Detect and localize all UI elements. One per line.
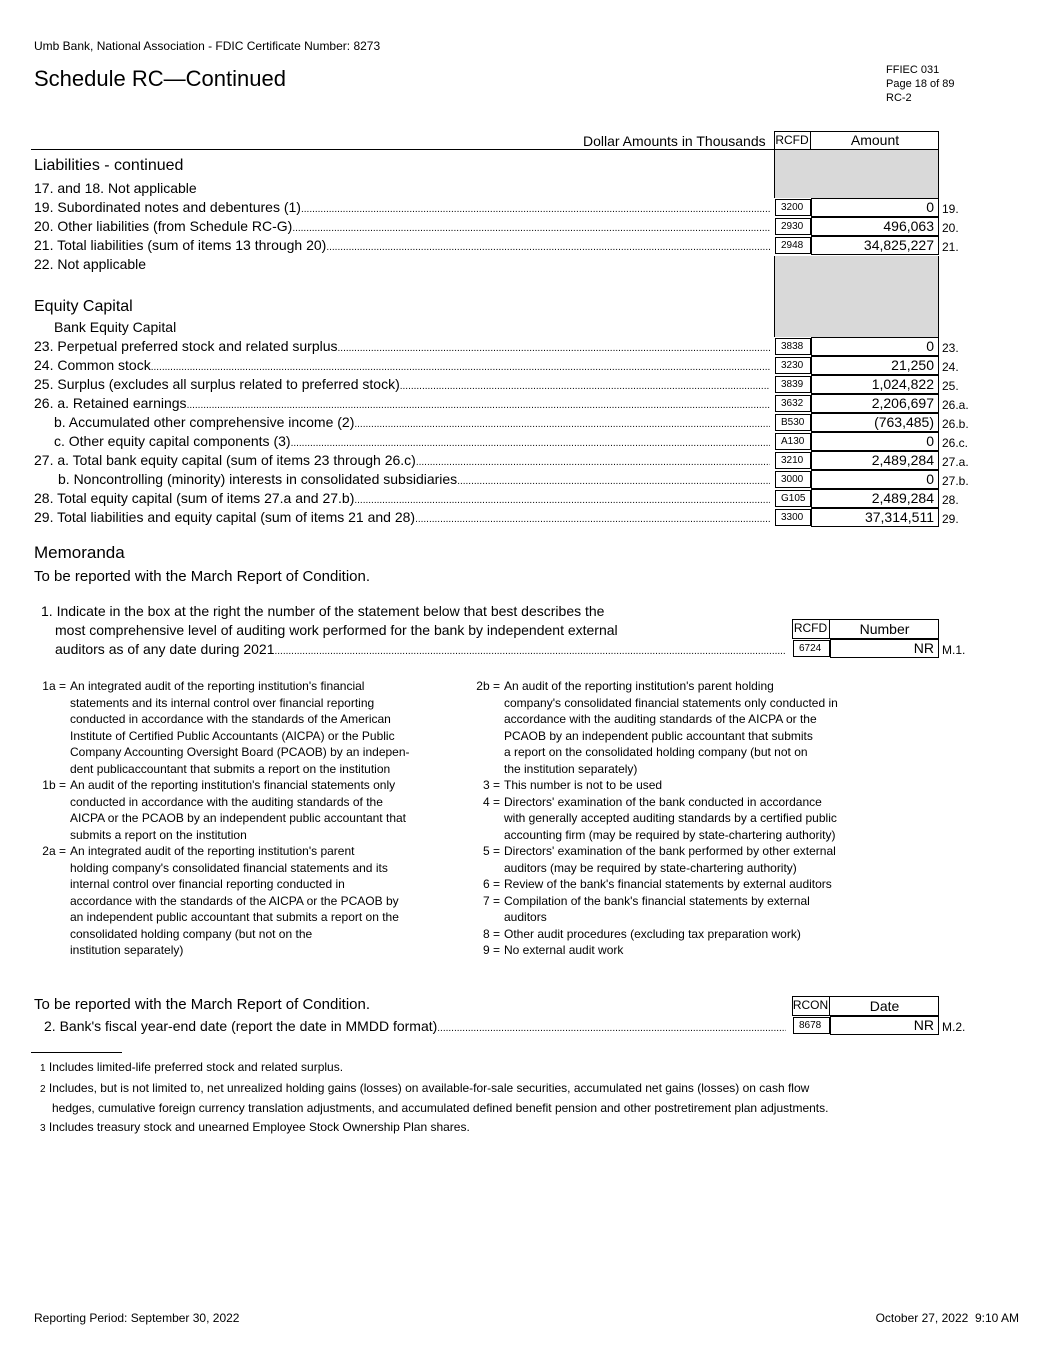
code-2b-line: a report on the consolidated holding company (but not on: [504, 745, 808, 759]
code-box: G105: [775, 490, 811, 507]
subheading-bank-equity: Bank Equity Capital: [54, 319, 177, 335]
timestamp: October 27, 2022 9:10 AM: [875, 1311, 1019, 1325]
footnote-2: 2 Includes, but is not limited to, net unrealized holding gains (losses) on available-for-sale securities, accumulated net gains (losses) on cash flow: [40, 1080, 810, 1095]
code-1a-line: Institute of Certified Public Accountants (AICPA) or the Public: [70, 728, 395, 743]
code-box: 3000: [775, 471, 811, 488]
m2-code-header: RCON: [792, 996, 830, 1016]
m1-number-field[interactable]: NR: [830, 639, 939, 658]
m1-text-line1: 1. Indicate in the box at the right the number of the statement below that best describes the: [41, 603, 605, 619]
code-2a-line: consolidated holding company (but not on the: [70, 926, 313, 941]
institution-name: Umb Bank, National Association - FDIC Certificate Number: 8273: [34, 39, 381, 53]
code-column-header: RCFD: [774, 131, 811, 150]
line-item-21: 21. Total liabilities (sum of items 13 through 20) .....: [34, 236, 770, 257]
code-box: 3230: [775, 357, 811, 374]
code-1b: 1b = An audit of the reporting institution's financial statements only: [42, 778, 396, 792]
code-box: 3838: [775, 338, 811, 355]
code-2b-line: accordance with the auditing standards of the AICPA or the: [504, 712, 817, 726]
line-item-27a: 27. a. Total bank equity capital (sum of items 23 through 26.c) .....: [34, 451, 770, 472]
shaded-area: [774, 150, 939, 198]
line-item-19: 19. Subordinated notes and debentures (1) .....: [34, 198, 770, 219]
amount-field[interactable]: 37,314,511: [811, 508, 939, 527]
m1-text-line3: auditors as of any date during 2021 .....: [55, 640, 786, 661]
line-ref: M.1.: [942, 643, 966, 657]
line-ref: 21.: [942, 240, 959, 254]
code-2b: 2b = An audit of the reporting institution's parent holding: [476, 679, 774, 693]
code-1b-line: submits a report on the institution: [70, 827, 247, 842]
code-2b-line: PCAOB by an independent public accountant that submits: [504, 728, 813, 743]
line-ref: 19.: [942, 202, 959, 216]
code-5: 5 = Directors' examination of the bank performed by other external: [482, 844, 836, 858]
amount-field[interactable]: (763,485): [811, 413, 939, 432]
section-heading-memoranda: Memoranda: [34, 543, 125, 562]
code-3: 3 = This number is not to be used: [482, 778, 663, 792]
code-9: 9 = No external audit work: [482, 943, 624, 957]
code-box: A130: [775, 433, 811, 450]
section-heading-liabilities: Liabilities - continued: [34, 157, 184, 174]
code-2a-line: an independent public accountant that submits a report on the: [70, 910, 399, 924]
line-item-26a: 26. a. Retained earnings .....: [34, 394, 770, 415]
line-ref: 25.: [942, 379, 959, 393]
section-heading-equity: Equity Capital: [34, 298, 133, 315]
amount-field[interactable]: 2,206,697: [811, 394, 939, 413]
code-2a-line: holding company's consolidated financial statements and its: [70, 860, 388, 875]
schedule-code: RC-2: [886, 92, 912, 104]
code-4-line: accounting firm (may be required by state-chartering authority): [504, 827, 836, 842]
amount-field[interactable]: 2,489,284: [811, 489, 939, 508]
line-item-26c: c. Other equity capital components (3) .....: [54, 432, 770, 453]
code-7: 7 = Compilation of the bank's financial statements by external: [482, 893, 810, 908]
line-item-20: 20. Other liabilities (from Schedule RC-G) .....: [34, 217, 770, 238]
form-id: FFIEC 031: [886, 64, 940, 76]
code-6: 6 = Review of the bank's financial statements by external auditors: [482, 877, 832, 891]
line-ref: 27.b.: [942, 474, 969, 488]
m1-value-header: Number: [859, 621, 910, 637]
line-item-17-18: 17. and 18. Not applicable: [34, 180, 197, 196]
code-box: 3210: [775, 452, 811, 469]
code-7-line: auditors: [504, 910, 547, 924]
code-box: 3200: [775, 199, 811, 216]
code-2a: 2a = An integrated audit of the reporting institution's parent: [42, 844, 355, 858]
line-ref: M.2.: [942, 1020, 966, 1034]
footnotes: [40, 1058, 828, 1138]
code-2b-line: company's consolidated financial statements only conducted in: [504, 695, 838, 710]
code-2a-line: internal control over financial reporting conducted in: [70, 877, 345, 891]
code-2b-line: the institution separately): [504, 761, 638, 776]
memoranda-note-2: To be reported with the March Report of Condition.: [34, 996, 371, 1013]
memoranda-note-1: To be reported with the March Report of Condition.: [34, 568, 371, 585]
line-ref: 28.: [942, 493, 959, 507]
footnote-1: 1 Includes limited-life preferred stock and related surplus.: [40, 1060, 344, 1074]
line-item-24: 24. Common stock .....: [34, 356, 770, 377]
amount-field[interactable]: 0: [811, 470, 939, 489]
line-item-27b: b. Noncontrolling (minority) interests in consolidated subsidiaries .....: [58, 470, 770, 491]
line-ref: 29.: [942, 512, 959, 526]
amount-field[interactable]: 0: [811, 198, 939, 217]
line-ref: 20.: [942, 221, 959, 235]
m2-text: 2. Bank's fiscal year-end date (report the date in MMDD format) .....: [44, 1017, 786, 1038]
m1-code-header: RCFD: [792, 619, 830, 639]
line-item-29: 29. Total liabilities and equity capital (sum of items 21 and 28) .....: [34, 508, 770, 529]
amount-column-header: Amount: [850, 132, 900, 148]
amount-field[interactable]: 0: [811, 432, 939, 451]
code-box: 2930: [775, 218, 811, 235]
dollar-amounts-label: Dollar Amounts in Thousands: [583, 133, 766, 149]
code-4-line: with generally accepted auditing standards by a certified public: [504, 811, 837, 825]
code-1a-line: dent publicaccountant that submits a report on the institution: [70, 761, 391, 776]
code-4: 4 = Directors' examination of the bank conducted in accordance: [482, 794, 822, 809]
reporting-period: Reporting Period: September 30, 2022: [34, 1311, 240, 1325]
line-ref: 26.a.: [942, 398, 969, 412]
amount-field[interactable]: 0: [811, 337, 939, 356]
line-item-25: 25. Surplus (excludes all surplus related to preferred stock) .....: [34, 375, 770, 396]
code-1a-line: conducted in accordance with the standards of the American: [70, 712, 391, 726]
line-ref: 24.: [942, 360, 959, 374]
amount-field[interactable]: 496,063: [811, 217, 939, 236]
footnote-2-cont: hedges, cumulative foreign currency translation adjustments, and accumulated defined benefit pension and other postretirement plan adjustments.: [52, 1101, 829, 1115]
code-8: 8 = Other audit procedures (excluding tax preparation work): [482, 926, 801, 941]
line-item-22: 22. Not applicable: [34, 256, 147, 272]
m2-date-field[interactable]: NR: [830, 1016, 939, 1035]
code-1b-line: AICPA or the PCAOB by an independent public accountant that: [70, 811, 406, 825]
footnote-rule: [31, 1052, 122, 1053]
code-1a-line: Company Accounting Oversight Board (PCAOB) by an indepen-: [70, 745, 410, 759]
code-box: 6724: [793, 640, 830, 657]
code-box: 3300: [775, 509, 811, 526]
form-info: [886, 63, 955, 105]
footnote-3: 3 Includes treasury stock and unearned Employee Stock Ownership Plan shares.: [40, 1119, 470, 1134]
amount-field[interactable]: 2,489,284: [811, 451, 939, 470]
shaded-area: [774, 256, 939, 337]
line-ref: 27.a.: [942, 455, 969, 469]
m2-value-header: Date: [869, 998, 900, 1014]
code-2a-line: institution separately): [70, 943, 184, 957]
m1-text-line2: most comprehensive level of auditing work performed for the bank by independent external: [55, 622, 618, 638]
amount-field[interactable]: 34,825,227: [811, 236, 939, 255]
code-box: 8678: [793, 1017, 830, 1034]
code-1b-line: conducted in accordance with the auditing standards of the: [70, 794, 383, 809]
line-item-28: 28. Total equity capital (sum of items 27.a and 27.b) .....: [34, 489, 770, 510]
amount-field[interactable]: 21,250: [811, 356, 939, 375]
line-item-26b: b. Accumulated other comprehensive income (2) .....: [54, 413, 770, 434]
line-ref: 26.b.: [942, 417, 969, 431]
line-item-23: 23. Perpetual preferred stock and related surplus .....: [34, 337, 770, 358]
code-box: 3632: [775, 395, 811, 412]
code-box: B530: [775, 414, 811, 431]
line-ref: 23.: [942, 341, 959, 355]
page-title: Schedule RC—Continued: [34, 66, 286, 91]
code-1a-line: statements and its internal control over financial reporting: [70, 695, 375, 710]
code-box: 3839: [775, 376, 811, 393]
audit-codes-left: [34, 678, 410, 959]
code-1a: 1a = An integrated audit of the reporting institution's financial: [42, 679, 365, 693]
code-2a-line: accordance with the standards of the AICPA or the PCAOB by: [70, 893, 399, 908]
amount-field[interactable]: 1,024,822: [811, 375, 939, 394]
audit-codes-right: [468, 678, 838, 959]
code-box: 2948: [775, 237, 811, 254]
code-5-line: auditors (may be required by state-chartering authority): [504, 860, 797, 875]
page-number: Page 18 of 89: [886, 78, 955, 90]
line-ref: 26.c.: [942, 436, 969, 450]
